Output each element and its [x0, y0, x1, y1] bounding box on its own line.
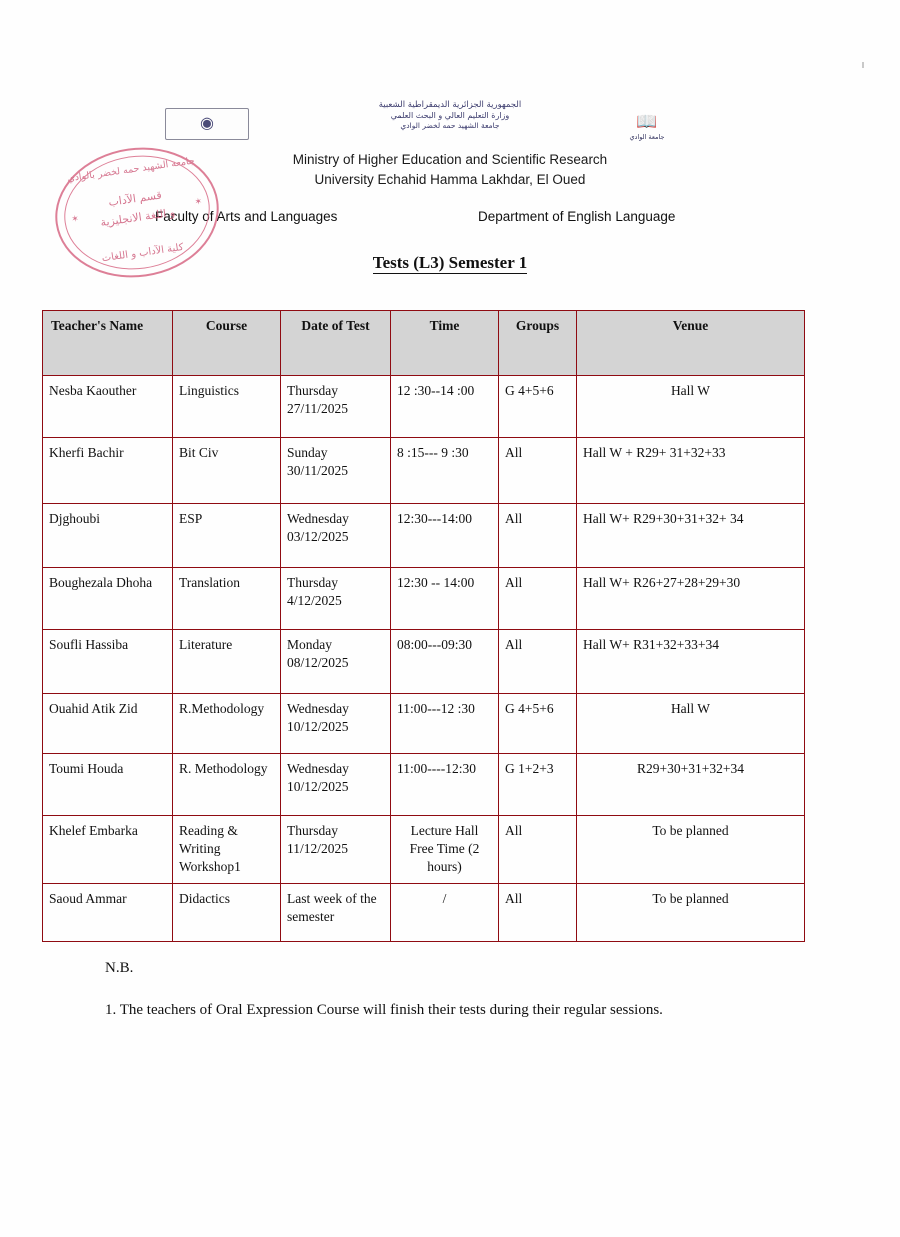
cell-venue: Hall W+ R31+32+33+34: [577, 630, 805, 694]
cell-course: ESP: [173, 504, 281, 568]
university-logo-left-icon: [165, 108, 249, 140]
page-title: [0, 253, 900, 273]
stamp-mid-text-1: قسم الآداب: [107, 188, 163, 209]
cell-date: [281, 438, 391, 504]
column-header-venue: Venue: [577, 311, 805, 376]
logo-glyph: ◉: [200, 115, 214, 132]
cell-venue: Hall W: [577, 376, 805, 438]
cell-date-day: Wednesday: [287, 761, 349, 776]
cell-teacher: Kherfi Bachir: [43, 438, 173, 504]
cell-time: Lecture Hall Free Time (2 hours): [391, 816, 499, 884]
cell-groups: All: [499, 816, 577, 884]
cell-time: 11:00---12 :30: [391, 694, 499, 754]
nb-label: N.B.: [105, 960, 134, 976]
logo-caption: جامعة الوادي: [629, 133, 665, 141]
column-header-course: Course: [173, 311, 281, 376]
cell-date-num: 30/11/2025: [287, 463, 349, 479]
arabic-republic-line: الجمهورية الجزائرية الديمقراطية الشعبية: [378, 100, 522, 110]
cell-date-day: Monday: [287, 637, 332, 652]
note-item-1: 1. The teachers of Oral Expression Course will finish their tests during their regular sessions.: [105, 1002, 663, 1018]
star-icon-right: ✶: [193, 195, 203, 207]
cell-date-num: 08/12/2025: [287, 655, 349, 671]
table-row: [43, 376, 805, 438]
cell-time: 12:30---14:00: [391, 504, 499, 568]
table-row: [43, 438, 805, 504]
stamp-top-text: جامعة الشهيد حمه لخضر بالوادي: [66, 155, 196, 185]
cell-teacher: Boughezala Dhoha: [43, 568, 173, 630]
cell-groups: All: [499, 630, 577, 694]
column-header-groups: Groups: [499, 311, 577, 376]
cell-teacher: Toumi Houda: [43, 754, 173, 816]
cell-venue: Hall W: [577, 694, 805, 754]
ministry-line-1: Ministry of Higher Education and Scientific Research: [292, 152, 608, 167]
cell-teacher: Djghoubi: [43, 504, 173, 568]
page-title-text: Tests (L3) Semester 1: [372, 253, 528, 273]
cell-date: [281, 816, 391, 884]
cell-groups: All: [499, 883, 577, 941]
cell-course: Reading & Writing Workshop1: [173, 816, 281, 884]
cell-course: Linguistics: [173, 376, 281, 438]
star-icon-left: ✶: [70, 213, 80, 225]
arabic-ministry-line: وزارة التعليم العالي و البحث العلمي: [390, 110, 510, 120]
department-label: Department of English Language: [478, 209, 676, 225]
cell-groups: G 4+5+6: [499, 376, 577, 438]
cell-date-num: 27/11/2025: [287, 401, 349, 417]
cell-venue: Hall W + R29+ 31+32+33: [577, 438, 805, 504]
cell-date: [281, 568, 391, 630]
cell-date: [281, 694, 391, 754]
cell-venue: To be planned: [577, 816, 805, 884]
scan-speck: [862, 62, 864, 68]
faculty-department-row: [0, 209, 900, 231]
cell-course: Bit Civ: [173, 438, 281, 504]
cell-date-num: 10/12/2025: [287, 719, 349, 735]
cell-teacher: Saoud Ammar: [43, 883, 173, 941]
cell-course: R. Methodology: [173, 754, 281, 816]
schedule-table-container: [42, 310, 804, 942]
ministry-block: [0, 150, 900, 189]
cell-venue: R29+30+31+32+34: [577, 754, 805, 816]
university-logo-right-icon: [612, 106, 682, 148]
cell-course: R.Methodology: [173, 694, 281, 754]
table-header: [43, 311, 805, 376]
cell-date-num: 10/12/2025: [287, 779, 349, 795]
stamp-bottom-text: كلية الآداب و اللغات: [101, 241, 185, 265]
table-row: [43, 630, 805, 694]
table-row: [43, 754, 805, 816]
cell-date-day: Thursday: [287, 383, 338, 398]
table-row: [43, 694, 805, 754]
tests-schedule-table: [42, 310, 805, 942]
cell-time: /: [391, 883, 499, 941]
cell-venue: Hall W+ R26+27+28+29+30: [577, 568, 805, 630]
table-header-row: [43, 311, 805, 376]
cell-date-num: 11/12/2025: [287, 841, 349, 857]
cell-course: Translation: [173, 568, 281, 630]
cell-groups: G 1+2+3: [499, 754, 577, 816]
cell-teacher: Soufli Hassiba: [43, 630, 173, 694]
cell-time: 12:30 -- 14:00: [391, 568, 499, 630]
table-row: [43, 504, 805, 568]
cell-date: [281, 376, 391, 438]
cell-groups: All: [499, 438, 577, 504]
cell-time: 8 :15--- 9 :30: [391, 438, 499, 504]
cell-groups: G 4+5+6: [499, 694, 577, 754]
cell-date-day: Thursday: [287, 575, 338, 590]
cell-teacher: Khelef Embarka: [43, 816, 173, 884]
cell-date-day: Wednesday: [287, 701, 349, 716]
cell-date-day: Wednesday: [287, 511, 349, 526]
cell-teacher: Ouahid Atik Zid: [43, 694, 173, 754]
document-header: [0, 100, 900, 273]
arabic-university-line: جامعة الشهيد حمه لخضر الوادي: [400, 120, 500, 130]
notes-section: [105, 960, 745, 1022]
cell-groups: All: [499, 504, 577, 568]
cell-teacher: Nesba Kaouther: [43, 376, 173, 438]
cell-date: [281, 504, 391, 568]
cell-course: Didactics: [173, 883, 281, 941]
column-header-time: Time: [391, 311, 499, 376]
cell-date-num: 4/12/2025: [287, 593, 342, 609]
cell-venue: To be planned: [577, 883, 805, 941]
cell-time: 08:00---09:30: [391, 630, 499, 694]
cell-date-day: Last week of the: [287, 890, 377, 906]
cell-date-day: Sunday: [287, 445, 328, 460]
table-body: [43, 376, 805, 942]
cell-time: 12 :30--14 :00: [391, 376, 499, 438]
cell-date-num: semester: [287, 908, 335, 924]
cell-venue: Hall W+ R29+30+31+32+ 34: [577, 504, 805, 568]
cell-date-day: Thursday: [287, 823, 338, 838]
table-row: [43, 568, 805, 630]
cell-date: [281, 883, 391, 941]
ministry-line-2: University Echahid Hamma Lakhdar, El Oued: [314, 171, 586, 187]
book-icon: 📖: [636, 112, 658, 131]
table-row: [43, 816, 805, 884]
cell-date: [281, 754, 391, 816]
column-header-teacher: Teacher's Name: [43, 311, 173, 376]
faculty-label: Faculty of Arts and Languages: [155, 209, 338, 225]
cell-date: [281, 630, 391, 694]
cell-time: 11:00----12:30: [391, 754, 499, 816]
cell-course: Literature: [173, 630, 281, 694]
table-row: [43, 883, 805, 941]
stamp-mid-text-2: و اللغة الانجليزية: [99, 205, 176, 230]
cell-date-num: 03/12/2025: [287, 529, 349, 545]
column-header-date: Date of Test: [281, 311, 391, 376]
cell-groups: All: [499, 568, 577, 630]
